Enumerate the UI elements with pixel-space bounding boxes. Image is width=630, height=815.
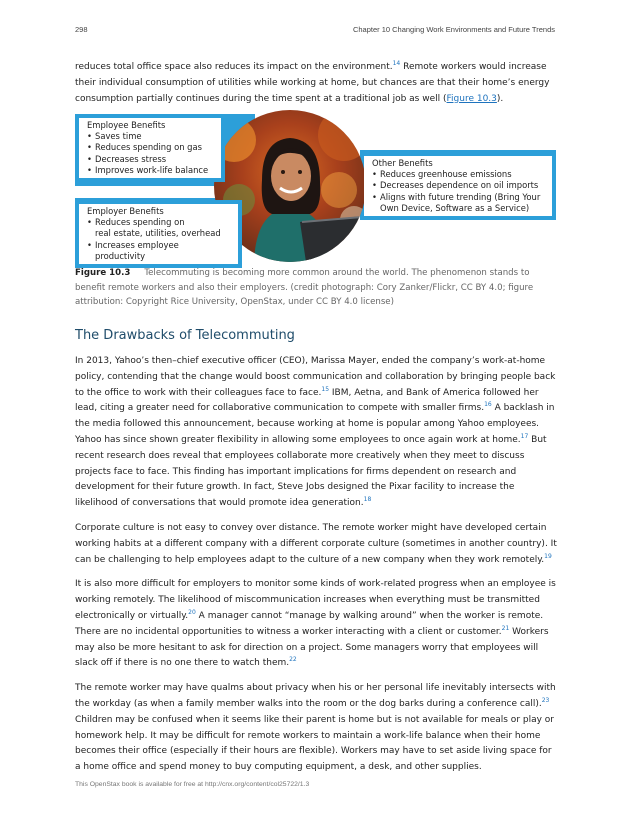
paragraph: In 2013, Yahoo’s then–chief executive officer (CEO), Marissa Mayer, ended the company’s work-at-home policy, contending that the change would boost communication and collaboration by bringing people back to the office to work with their colleagues face to face.$^{15}$ IBM, Aetna, and Bank of America followed her lead, citing a greater need for collaborative communication to compete with smaller firms.$^{16}$ A backlash in the media followed this announcement, because working at home is popular among Yahoo employees. Yahoo has since shown greater flexibility in allowing some employees to once again work at home.$^{17}$ But recent research does reveal that employees collaborate more creatively when they meet to discuss projects face to face. This finding has important implications for firms dependent on research and development for their future growth. In fact, Steve Jobs designed the Pixar facility to increase the likelihood of conversations that would promote idea generation.$^{18}$ (75, 356, 556, 509)
list-item: • Reduces spending on gas (87, 142, 213, 153)
page-number: 298 (75, 25, 88, 34)
list-item: • Decreases dependence on oil imports (372, 180, 544, 191)
list-item: • Increases employee productivity (87, 240, 230, 262)
section-heading: The Drawbacks of Telecommuting (75, 328, 295, 343)
section-body (75, 354, 557, 776)
paragraph: It is also more difficult for employers to monitor some kinds of work-related progress when an employee is working remotely. The likelihood of miscommunication increases when everything must be transmitted electronically or virtually.$^{20}$ A manager cannot “manage by walking around” when the worker is remote. There are no incidental opportunities to witness a worker interacting with a client or customer.$^{21}$ Workers may also be more hesitant to ask for direction on a project. Some managers worry that employees will slack off if there is no one there to watch them.$^{22}$ (75, 579, 556, 669)
employer-benefits-title: Employer Benefits (87, 206, 164, 216)
other-benefits-box (364, 152, 556, 220)
list-item: • Improves work-life balance (87, 165, 213, 176)
list-item: • Reduces greenhouse emissions (372, 169, 544, 180)
footnote-ref[interactable]: 21 (501, 624, 510, 632)
intro-paragraph: reduces total office space also reduces its impact on the environment.$^{14}$ Remote workers would increase their individual consumption of utilities while working at home, but chances are that their home’s energy consumption partially continues during the time spent at a traditional job as well (Figure 10.3). (75, 60, 550, 104)
page-footer: This OpenStax book is available for free at http://cnx.org/content/col25722/1.3 (75, 781, 310, 788)
footnote-ref[interactable]: 15 (321, 385, 330, 393)
footnote-ref[interactable]: 17 (520, 432, 529, 440)
list-item: • Aligns with future trending (Bring Your Own Device, Software as a Service) (372, 192, 544, 214)
list-item: • Decreases stress (87, 154, 213, 165)
running-header: Chapter 10 Changing Work Environments and Future Trends (352, 25, 555, 34)
employer-benefits-box (75, 200, 242, 268)
list-item: • Saves time (87, 131, 213, 142)
employee-benefits-title: Employee Benefits (87, 120, 166, 130)
list-item: • Reduces spending on real estate, utilities, overhead (87, 217, 230, 239)
figure-link[interactable]: Figure 10.3 (446, 93, 497, 104)
employee-benefits-box (75, 114, 225, 182)
figure-label: Figure 10.3 (75, 268, 131, 278)
footnote-ref[interactable]: 18 (363, 496, 372, 504)
footnote-ref[interactable]: 22 (289, 656, 297, 664)
paragraph: Corporate culture is not easy to convey over distance. The remote worker might have developed certain working habits at a different company with a different corporate culture (sometimes in another country). It can be challenging to help employees adapt to the culture of a new company when they work remotely.$^{19}$ (75, 522, 557, 565)
caption-text: Telecommuting is becoming more common around the world. The phenomenon stands to benefit remote workers and also their employers. (credit photograph: Cory Zanker/Flickr, CC BY 4.0; figure attribution: Copyright Rice University, OpenStax, under CC BY 4.0 license) (75, 268, 534, 308)
footnote-ref[interactable]: 23 (541, 696, 550, 704)
footnote-ref[interactable]: 16 (484, 401, 492, 409)
other-benefits-title: Other Benefits (372, 158, 433, 168)
figure-caption (75, 266, 555, 310)
footnote-ref[interactable]: 14 (392, 60, 401, 67)
footnote-ref[interactable]: 19 (544, 552, 552, 560)
footnote-ref[interactable]: 20 (188, 608, 196, 616)
paragraph: The remote worker may have qualms about privacy when his or her personal life inevitably intersects with the workday (as when a family member walks into the room or the dog barks during a conference call).$^{23}$ Children may be confused when it seems like their parent is home but is not available for meals or play or homework help. It may be difficult for remote workers to maintain a work-life balance when their home becomes their office (especially if their hours are flexible). Workers may have to set aside living space for a home office and spend money to buy computing equipment, a desk, and other supplies. (75, 683, 556, 773)
